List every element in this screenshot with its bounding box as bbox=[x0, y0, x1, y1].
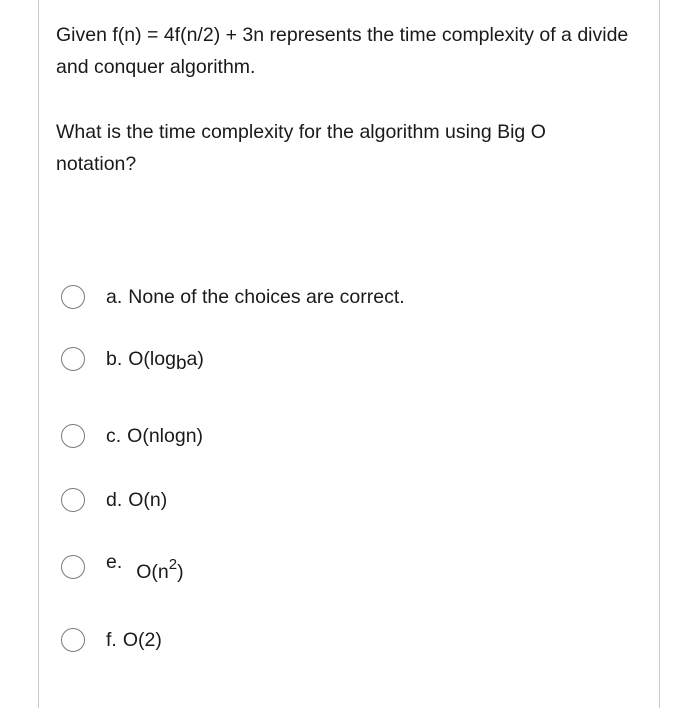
option-letter: b. bbox=[106, 347, 123, 370]
option-text: None of the choices are correct. bbox=[128, 285, 405, 308]
option-b-label bbox=[106, 347, 204, 374]
option-text-group bbox=[136, 555, 184, 584]
radio-button-f[interactable] bbox=[61, 628, 85, 652]
option-text-superscript: 2 bbox=[168, 555, 178, 573]
option-f[interactable] bbox=[61, 626, 162, 654]
option-text: O(2) bbox=[122, 628, 162, 651]
option-text-suffix: ) bbox=[177, 560, 184, 583]
option-text-prefix: O(log bbox=[128, 347, 176, 370]
option-f-label bbox=[106, 629, 162, 652]
option-letter: a. bbox=[106, 285, 123, 308]
option-letter: e. bbox=[106, 550, 123, 573]
option-d[interactable] bbox=[61, 486, 167, 514]
option-text: O(nlogn) bbox=[127, 424, 204, 447]
option-letter: f. bbox=[106, 628, 117, 651]
option-text-prefix: O(n bbox=[136, 560, 169, 583]
option-text-suffix: a) bbox=[186, 347, 204, 370]
radio-button-d[interactable] bbox=[61, 488, 85, 512]
option-e-label bbox=[106, 550, 184, 583]
question-prompt: What is the time complexity for the algorithm using Big O notation? bbox=[56, 121, 546, 175]
option-letter: d. bbox=[106, 488, 123, 511]
radio-button-e[interactable] bbox=[61, 555, 85, 579]
option-b[interactable] bbox=[61, 345, 204, 373]
option-a-label bbox=[106, 286, 405, 309]
question-text: Given f(n) = 4f(n/2) + 3n represents the time complexity of a divide and conquer algorithm. bbox=[56, 24, 629, 78]
radio-button-b[interactable] bbox=[61, 347, 85, 371]
option-a[interactable] bbox=[61, 283, 405, 311]
option-letter: c. bbox=[106, 424, 122, 447]
radio-button-c[interactable] bbox=[61, 424, 85, 448]
radio-button-a[interactable] bbox=[61, 285, 85, 309]
option-text-subscript: b bbox=[175, 352, 187, 374]
option-text: O(n) bbox=[128, 488, 168, 511]
option-c-label bbox=[106, 425, 203, 448]
option-d-label bbox=[106, 489, 167, 512]
option-e[interactable] bbox=[61, 550, 184, 583]
option-c[interactable] bbox=[61, 422, 203, 450]
